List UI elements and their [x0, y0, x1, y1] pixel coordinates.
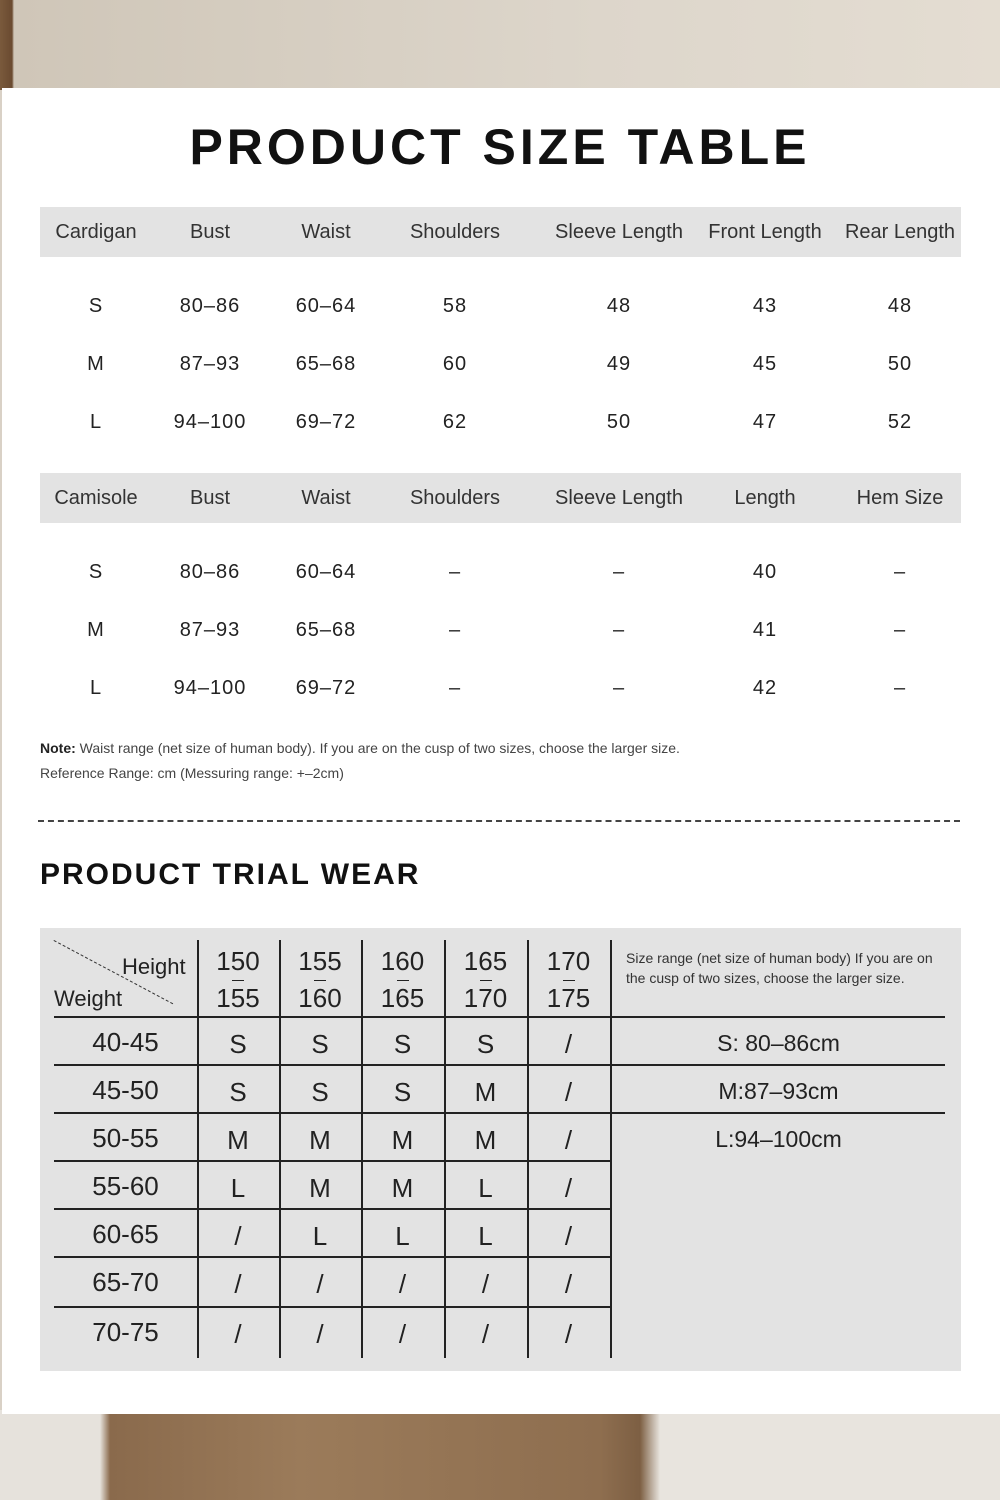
size-recommendation: S	[311, 1077, 329, 1107]
height-range-header: 160	[380, 946, 425, 976]
size-recommendation: S	[476, 1029, 495, 1059]
table-cell: S	[88, 295, 104, 317]
camisole-header-waist: Waist	[301, 487, 351, 509]
table-cell: –	[612, 677, 626, 699]
weight-range-label: 60-65	[92, 1219, 159, 1249]
size-recommendation: M	[227, 1125, 249, 1155]
cardigan-header-bust: Bust	[189, 221, 231, 243]
table-row	[40, 393, 961, 451]
size-recommendation: S	[393, 1029, 412, 1059]
size-recommendation: /	[564, 1319, 573, 1349]
size-recommendation: L	[478, 1173, 493, 1203]
table-cell: 49	[606, 353, 632, 375]
height-range-header: 160	[298, 983, 342, 1013]
table-cell: 94–100	[173, 411, 247, 433]
table-cell: –	[612, 561, 626, 583]
size-recommendation: M	[309, 1173, 331, 1203]
weight-range-label: 65-70	[92, 1267, 159, 1297]
size-recommendation: /	[398, 1269, 407, 1299]
size-recommendation: M	[391, 1173, 414, 1203]
camisole-header-length: Length	[734, 487, 796, 509]
table-cell: 50	[887, 353, 913, 375]
size-recommendation: S	[229, 1029, 247, 1059]
trial-wear-table	[40, 928, 961, 1371]
table-cell: 50	[606, 411, 632, 433]
weight-range-label: 50-55	[92, 1123, 159, 1153]
table-cell: M	[87, 353, 105, 375]
table-row	[40, 335, 961, 393]
table-cell: L	[89, 411, 103, 433]
height-range-header: 165	[380, 983, 425, 1013]
size-recommendation: S	[311, 1029, 329, 1059]
height-range-header: 165	[463, 946, 508, 976]
table-cell: 69–72	[295, 677, 357, 699]
table-cell: 60	[442, 353, 468, 375]
table-cell: –	[448, 677, 462, 699]
background-photo-bottom	[0, 1410, 1000, 1500]
table-cell: 65–68	[295, 619, 357, 641]
height-range-header: 170	[546, 946, 591, 976]
cardigan-header-cardigan: Cardigan	[55, 221, 137, 243]
trial-wear-title: PRODUCT TRIAL WEAR	[40, 858, 421, 891]
size-recommendation: /	[564, 1077, 573, 1107]
weight-range-label: 70-75	[92, 1317, 159, 1347]
weight-range-label: 40-45	[92, 1027, 159, 1057]
size-recommendation: M	[474, 1125, 497, 1155]
cardigan-header-sleeve-length: Sleeve Length	[555, 221, 683, 243]
size-recommendation: L	[230, 1173, 246, 1203]
table-cell: 60–64	[295, 561, 357, 583]
table-cell: 62	[442, 411, 468, 433]
table-cell: 65–68	[295, 353, 357, 375]
height-range-header: 170	[463, 983, 508, 1013]
camisole-header-shoulders: Shoulders	[409, 487, 501, 509]
height-range-header: 155	[298, 946, 342, 976]
size-note	[40, 736, 680, 786]
size-recommendation: M	[391, 1125, 414, 1155]
bust-range-m: M:87–93cm	[718, 1078, 839, 1104]
weight-range-label: 55-60	[92, 1171, 159, 1201]
table-cell: 87–93	[179, 353, 241, 375]
size-recommendation: /	[234, 1319, 242, 1349]
table-row	[40, 277, 961, 335]
size-recommendation: /	[234, 1221, 242, 1251]
size-recommendation: /	[564, 1029, 573, 1059]
height-range-header: 150	[216, 946, 260, 976]
size-recommendation: /	[234, 1269, 242, 1299]
size-recommendation: /	[398, 1319, 407, 1349]
camisole-header-row	[40, 473, 961, 523]
cardigan-header-waist: Waist	[301, 221, 351, 243]
size-recommendation: /	[564, 1125, 573, 1155]
table-cell: 80–86	[179, 561, 241, 583]
table-cell: 58	[442, 295, 468, 317]
table-cell: 42	[752, 677, 778, 699]
table-cell: –	[448, 619, 462, 641]
height-range-header: 175	[546, 983, 591, 1013]
table-cell: 48	[887, 295, 913, 317]
reference-range: Reference Range: cm (Messuring range: +–2cm)	[40, 765, 344, 781]
size-recommendation: /	[564, 1173, 573, 1203]
bust-range-l: L:94–100cm	[715, 1126, 842, 1152]
height-range-header: 155	[216, 983, 260, 1013]
cardigan-header-row	[40, 207, 961, 257]
table-cell: –	[612, 619, 626, 641]
table-cell: 94–100	[173, 677, 247, 699]
table-cell: 52	[887, 411, 913, 433]
range-dash	[232, 980, 244, 981]
size-recommendation: /	[316, 1269, 324, 1299]
note-label: Note:	[40, 740, 76, 756]
size-recommendation: M	[309, 1125, 331, 1155]
size-recommendation: /	[564, 1221, 573, 1251]
table-cell: 60–64	[295, 295, 357, 317]
camisole-size-table	[40, 473, 961, 717]
cardigan-header-rear-length: Rear Length	[844, 221, 956, 243]
cardigan-header-shoulders: Shoulders	[409, 221, 501, 243]
table-cell: S	[88, 561, 104, 583]
table-cell: 80–86	[179, 295, 241, 317]
range-dash	[397, 980, 409, 981]
note-text: Waist range (net size of human body). If you are on the cusp of two sizes, choose the larger size.	[75, 740, 680, 756]
table-cell: 48	[606, 295, 632, 317]
grid-line-horizontal	[54, 1306, 610, 1308]
table-cell: 87–93	[179, 619, 241, 641]
table-cell: 45	[752, 353, 778, 375]
range-dash	[314, 980, 326, 981]
weight-axis-label: Weight	[54, 986, 123, 1011]
size-recommendation: L	[312, 1221, 328, 1251]
table-cell: 69–72	[295, 411, 357, 433]
page-title: PRODUCT SIZE TABLE	[189, 119, 811, 175]
background-photo-top	[0, 0, 1000, 90]
table-cell: 40	[752, 561, 778, 583]
table-row	[40, 601, 961, 659]
table-cell: M	[87, 619, 105, 641]
size-recommendation: S	[229, 1077, 247, 1107]
table-cell: 41	[752, 619, 778, 641]
table-cell: L	[89, 677, 103, 699]
camisole-header-hem-size: Hem Size	[856, 487, 944, 509]
cardigan-header-front-length: Front Length	[708, 221, 822, 243]
size-recommendation: /	[481, 1269, 490, 1299]
table-cell: 47	[752, 411, 778, 433]
table-cell: –	[893, 561, 907, 583]
table-row	[40, 543, 961, 601]
table-cell: –	[893, 677, 907, 699]
size-recommendation: M	[474, 1077, 497, 1107]
camisole-header-camisole: Camisole	[54, 487, 138, 509]
range-dash	[563, 980, 575, 981]
size-recommendation: /	[564, 1269, 573, 1299]
camisole-header-sleeve-length: Sleeve Length	[555, 487, 683, 509]
cardigan-size-table	[40, 207, 961, 451]
size-recommendation: S	[393, 1077, 412, 1107]
camisole-header-bust: Bust	[189, 487, 231, 509]
table-cell: –	[893, 619, 907, 641]
table-row	[40, 659, 961, 717]
bust-range-s: S: 80–86cm	[717, 1030, 840, 1056]
size-recommendation: L	[395, 1221, 410, 1251]
range-dash	[480, 980, 492, 981]
height-axis-label: Height	[122, 954, 186, 979]
table-cell: 43	[752, 295, 778, 317]
table-cell: –	[448, 561, 462, 583]
dashed-divider	[38, 820, 960, 822]
size-recommendation: /	[481, 1319, 490, 1349]
size-recommendation: /	[316, 1319, 324, 1349]
size-range-note: Size range (net size of human body) If you are on the cusp of two sizes, choose the larger size.	[626, 950, 933, 986]
weight-range-label: 45-50	[92, 1075, 159, 1105]
size-recommendation: L	[478, 1221, 493, 1251]
